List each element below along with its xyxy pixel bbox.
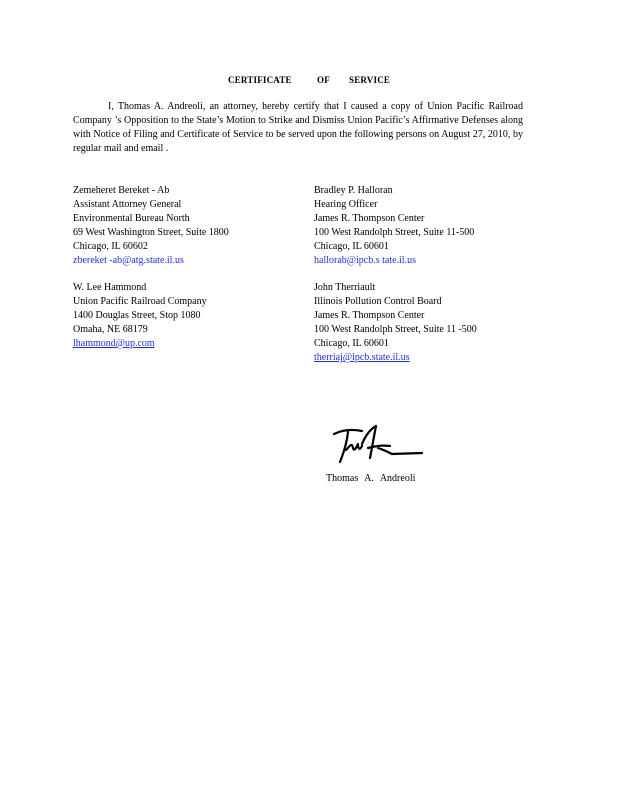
recipient-street: 69 West Washington Street, Suite 1800 xyxy=(73,227,229,238)
recipient-email-link[interactable]: lhammond@up.com xyxy=(73,338,155,349)
recipient-email-link[interactable]: hallorab@ipcb.s tate.il.us xyxy=(314,255,416,266)
recipient-name: John Therriault xyxy=(314,282,376,293)
recipient-organization: Illinois Pollution Control Board xyxy=(314,296,442,307)
title-word-service: SERVICE xyxy=(349,75,391,85)
recipient-address-block xyxy=(314,184,474,268)
recipient-organization: Union Pacific Railroad Company xyxy=(73,296,207,307)
recipient-city: Chicago, IL 60602 xyxy=(73,241,148,252)
recipient-name: Zemeheret Bereket - Ab xyxy=(73,185,170,196)
recipient-street: 100 West Randolph Street, Suite 11 -500 xyxy=(314,324,477,335)
signatory-name: Thomas A. Andreoli xyxy=(326,473,416,484)
recipient-address-block xyxy=(73,184,229,268)
recipient-email-link[interactable]: therriaj@ipcb.state.il.us xyxy=(314,352,410,363)
recipient-address-block xyxy=(73,281,207,351)
recipient-organization: James R. Thompson Center xyxy=(314,213,425,224)
document-title xyxy=(228,75,391,85)
recipient-street: 1400 Douglas Street, Stop 1080 xyxy=(73,310,201,321)
recipient-organization: Environmental Bureau North xyxy=(73,213,190,224)
recipient-building: James R. Thompson Center xyxy=(314,310,425,321)
recipient-name: W. Lee Hammond xyxy=(73,282,147,293)
recipient-city: Chicago, IL 60601 xyxy=(314,241,389,252)
recipient-title: Assistant Attorney General xyxy=(73,199,182,210)
certification-paragraph: I, Thomas A. Andreoli, an attorney, hereby certify that I caused a copy of Union Pacific Railroad Company ’s Opposition to the State’s Motion to Strike and Dismiss Union Pacific’s Affirmative Defenses along with Notice of Filing and Certificate of Service to be served upon the following persons on August 27, 2010, by regular mail and email . xyxy=(73,101,523,154)
recipient-street: 100 West Randolph Street, Suite 11-500 xyxy=(314,227,475,238)
recipient-address-block xyxy=(314,281,477,365)
recipient-email-link[interactable]: zbereket -ab@atg.state.il.us xyxy=(73,255,184,266)
handwritten-signature xyxy=(332,424,424,466)
title-word-certificate: CERTIFICATE xyxy=(228,75,292,85)
recipient-city: Omaha, NE 68179 xyxy=(73,324,148,335)
recipient-title: Hearing Officer xyxy=(314,199,378,210)
title-word-of: OF xyxy=(317,75,330,85)
recipient-name: Bradley P. Halloran xyxy=(314,185,393,196)
recipient-city: Chicago, IL 60601 xyxy=(314,338,389,349)
